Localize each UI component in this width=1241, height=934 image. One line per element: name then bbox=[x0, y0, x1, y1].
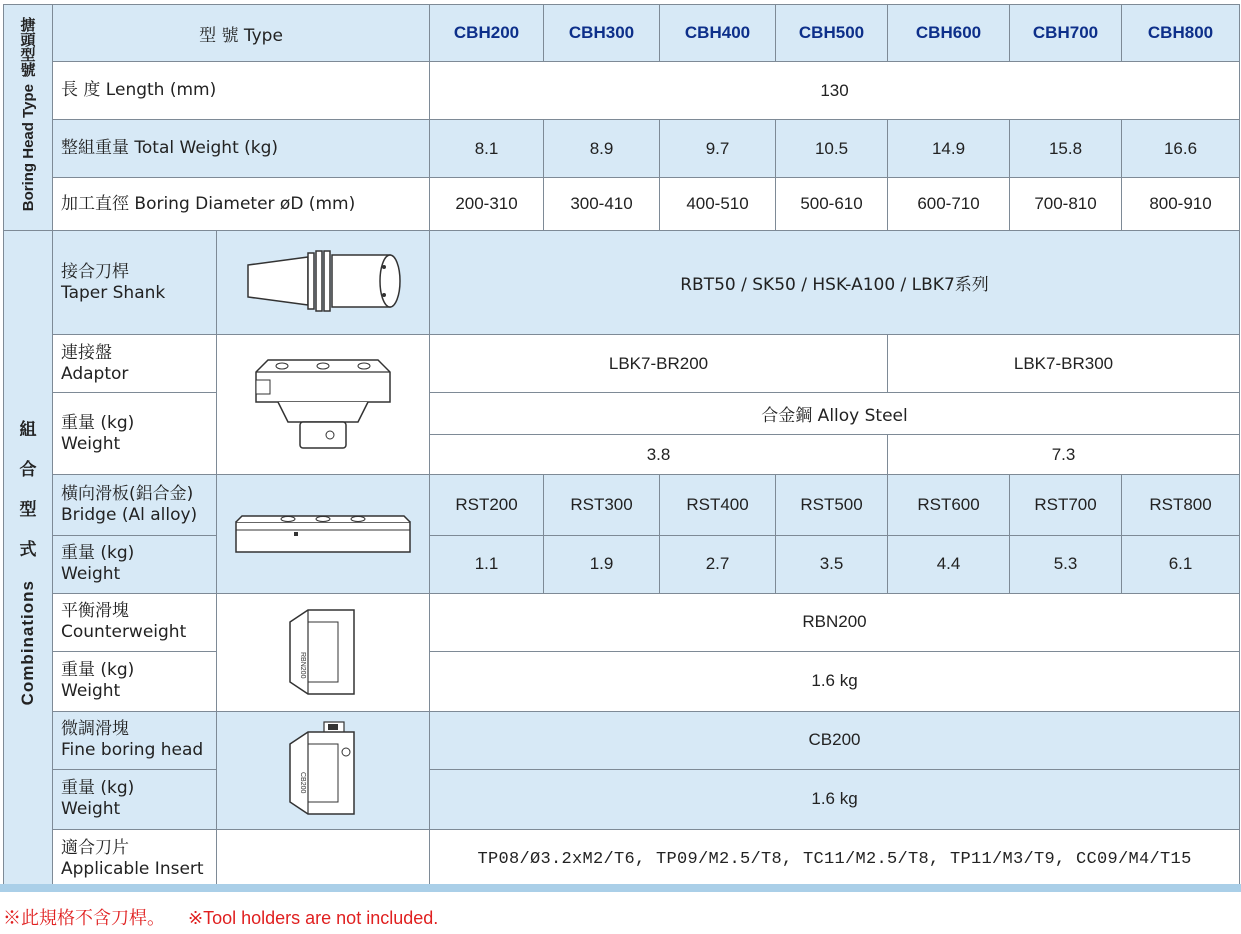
taper-shank-label bbox=[53, 231, 217, 335]
boring-diameter-cell: 700-810 bbox=[1010, 178, 1122, 231]
fine-boring-value: CB200 bbox=[430, 711, 1240, 769]
bridge-value: RST200 bbox=[430, 475, 544, 535]
side-label-combinations bbox=[4, 231, 53, 890]
bridge-drawing-icon bbox=[217, 475, 430, 593]
total-weight-cell: 14.9 bbox=[888, 120, 1010, 178]
adaptor-label-cn: 連接盤 bbox=[61, 342, 112, 363]
side-bottom-cn: 合 bbox=[19, 459, 37, 480]
bridge-value: RST800 bbox=[1122, 475, 1240, 535]
footnote-cn: ※此規格不含刀桿。 bbox=[3, 908, 165, 928]
counterweight-label-en: Counterweight bbox=[61, 622, 187, 643]
bridge-value: RST600 bbox=[888, 475, 1010, 535]
fine-boring-weight: 1.6 kg bbox=[430, 769, 1240, 829]
total-weight-cell: 10.5 bbox=[776, 120, 888, 178]
adaptor-material-row bbox=[4, 393, 1240, 435]
boring-diameter-cell: 600-710 bbox=[888, 178, 1010, 231]
adaptor-drawing-icon bbox=[217, 335, 430, 475]
side-bottom-cn: 組 bbox=[19, 419, 37, 440]
length-value: 130 bbox=[430, 62, 1240, 120]
fine-boring-weight-label bbox=[53, 769, 217, 829]
bridge-value: RST700 bbox=[1010, 475, 1122, 535]
side-bottom-cn: 型 bbox=[19, 499, 37, 520]
counterweight-label-cn: 平衡滑塊 bbox=[61, 601, 129, 622]
header-row bbox=[4, 5, 1240, 62]
model-cbh400: CBH400 bbox=[660, 5, 776, 62]
boring-diameter-cell: 400-510 bbox=[660, 178, 776, 231]
fine-boring-weight-row bbox=[4, 769, 1240, 829]
bridge-value: RST400 bbox=[660, 475, 776, 535]
counterweight-weight-row bbox=[4, 651, 1240, 711]
footnote bbox=[3, 904, 456, 930]
bridge-weight-label-en: Weight bbox=[61, 564, 121, 585]
type-header: 型 號 Type bbox=[53, 5, 430, 62]
spec-table bbox=[3, 4, 1240, 890]
bridge-weight-label-cn: 重量 (kg) bbox=[61, 543, 135, 564]
side-top-en: Boring Head Type bbox=[19, 84, 37, 212]
adaptor-material: 合金鋼 Alloy Steel bbox=[430, 393, 1240, 435]
bridge-row bbox=[4, 475, 1240, 535]
bridge-weight-cell: 1.9 bbox=[544, 535, 660, 593]
fine-boring-row bbox=[4, 711, 1240, 769]
adaptor-value-br200: LBK7-BR200 bbox=[430, 335, 888, 393]
adaptor-weight-label-cn: 重量 (kg) bbox=[61, 412, 135, 433]
taper-shank-drawing-icon bbox=[217, 231, 430, 335]
side-label-boring-head-type bbox=[4, 5, 53, 231]
side-top-cn: 搪頭型號 bbox=[20, 16, 36, 80]
model-cbh500: CBH500 bbox=[776, 5, 888, 62]
insert-image-empty bbox=[217, 829, 430, 889]
total-weight-label: 整組重量 Total Weight (kg) bbox=[53, 120, 430, 178]
total-weight-cell: 8.9 bbox=[544, 120, 660, 178]
boring-diameter-cell: 300-410 bbox=[544, 178, 660, 231]
insert-label-en: Applicable Insert bbox=[61, 859, 204, 880]
taper-shank-label-cn: 接合刀桿 bbox=[61, 261, 129, 282]
bridge-label-cn: 橫向滑板(鋁合金) bbox=[61, 484, 194, 505]
bridge-weight-cell: 1.1 bbox=[430, 535, 544, 593]
counterweight-row bbox=[4, 593, 1240, 651]
footnote-en: ※Tool holders are not included. bbox=[188, 908, 439, 928]
total-weight-cell: 16.6 bbox=[1122, 120, 1240, 178]
model-cbh800: CBH800 bbox=[1122, 5, 1240, 62]
fine-boring-label-en: Fine boring head bbox=[61, 740, 204, 761]
insert-label-cn: 適合刀片 bbox=[61, 838, 129, 859]
model-cbh200: CBH200 bbox=[430, 5, 544, 62]
total-weight-cell: 9.7 bbox=[660, 120, 776, 178]
adaptor-value-br300: LBK7-BR300 bbox=[888, 335, 1240, 393]
length-row bbox=[4, 62, 1240, 120]
adaptor-weight-br200: 3.8 bbox=[430, 435, 888, 475]
side-bottom-en: Combinations bbox=[18, 579, 37, 706]
bridge-weight-cell: 3.5 bbox=[776, 535, 888, 593]
total-weight-cell: 15.8 bbox=[1010, 120, 1122, 178]
length-label: 長 度 Length (mm) bbox=[53, 62, 430, 120]
bridge-weight-cell: 5.3 bbox=[1010, 535, 1122, 593]
counterweight-drawing-icon bbox=[217, 593, 430, 711]
bridge-weight-cell: 6.1 bbox=[1122, 535, 1240, 593]
insert-value: TP08/Ø3.2xM2/T6, TP09/M2.5/T8, TC11/M2.5/T8, TP11/M3/T9, CC09/M4/T15 bbox=[430, 829, 1240, 889]
total-weight-row bbox=[4, 120, 1240, 178]
counterweight-weight-label-en: Weight bbox=[61, 681, 121, 702]
bridge-label bbox=[53, 475, 217, 535]
boring-diameter-cell: 200-310 bbox=[430, 178, 544, 231]
bridge-weight-cell: 4.4 bbox=[888, 535, 1010, 593]
bridge-label-en: Bridge (Al alloy) bbox=[61, 505, 198, 526]
adaptor-weight-label bbox=[53, 393, 217, 475]
counterweight-drawing-text: RBN200 bbox=[299, 652, 306, 679]
model-cbh300: CBH300 bbox=[544, 5, 660, 62]
counterweight-weight-label bbox=[53, 651, 217, 711]
adaptor-label bbox=[53, 335, 217, 393]
taper-shank-row bbox=[4, 231, 1240, 335]
boring-diameter-cell: 800-910 bbox=[1122, 178, 1240, 231]
taper-shank-value: RBT50 / SK50 / HSK-A100 / LBK7系列 bbox=[430, 231, 1240, 335]
adaptor-weight-label-en: Weight bbox=[61, 433, 121, 454]
counterweight-value: RBN200 bbox=[430, 593, 1240, 651]
boring-diameter-cell: 500-610 bbox=[776, 178, 888, 231]
fine-boring-drawing-text: CB200 bbox=[299, 772, 306, 794]
bridge-weight-cell: 2.7 bbox=[660, 535, 776, 593]
insert-row bbox=[4, 829, 1240, 889]
counterweight-weight: 1.6 kg bbox=[430, 651, 1240, 711]
adaptor-label-en: Adaptor bbox=[61, 363, 129, 384]
adaptor-weight-br300: 7.3 bbox=[888, 435, 1240, 475]
boring-diameter-label: 加工直徑 Boring Diameter øD (mm) bbox=[53, 178, 430, 231]
counterweight-label bbox=[53, 593, 217, 651]
adaptor-row bbox=[4, 335, 1240, 393]
bottom-bar bbox=[0, 884, 1241, 892]
bridge-value: RST300 bbox=[544, 475, 660, 535]
fine-boring-weight-label-cn: 重量 (kg) bbox=[61, 778, 135, 799]
model-cbh700: CBH700 bbox=[1010, 5, 1122, 62]
side-bottom-cn: 式 bbox=[19, 539, 37, 560]
bridge-value: RST500 bbox=[776, 475, 888, 535]
fine-boring-weight-label-en: Weight bbox=[61, 799, 121, 820]
bridge-weight-row bbox=[4, 535, 1240, 593]
fine-boring-label bbox=[53, 711, 217, 769]
taper-shank-label-en: Taper Shank bbox=[61, 282, 166, 303]
model-cbh600: CBH600 bbox=[888, 5, 1010, 62]
fine-boring-label-cn: 微調滑塊 bbox=[61, 719, 129, 740]
bridge-weight-label bbox=[53, 535, 217, 593]
total-weight-cell: 8.1 bbox=[430, 120, 544, 178]
fine-boring-head-drawing-icon bbox=[217, 711, 430, 829]
counterweight-weight-label-cn: 重量 (kg) bbox=[61, 660, 135, 681]
boring-diameter-row bbox=[4, 178, 1240, 231]
insert-label bbox=[53, 829, 217, 889]
